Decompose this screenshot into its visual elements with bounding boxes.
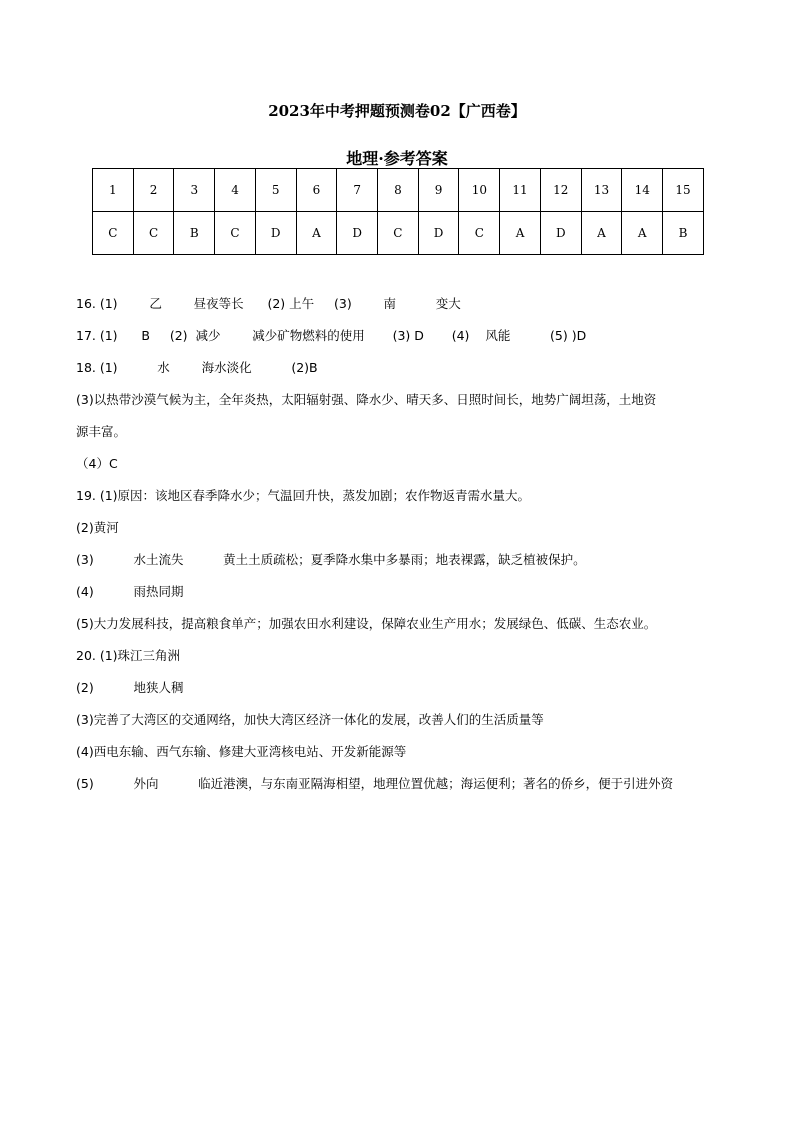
question-number: 1 xyxy=(93,169,134,212)
answer-line-19-4: (4) 雨热同期 xyxy=(76,584,184,599)
answer-line-20-2: (2) 地狭人稠 xyxy=(76,680,184,695)
answer-choice: A xyxy=(500,212,541,255)
answer-choice: A xyxy=(296,212,337,255)
answer-choice: D xyxy=(255,212,296,255)
answer-choice: D xyxy=(540,212,581,255)
answer-choice: C xyxy=(93,212,134,255)
answer-line-18-3: (3)以热带沙漠气候为主，全年炎热，太阳辐射强、降水少、晴天多、日照时间长，地势广阔坦荡，土地资 xyxy=(76,392,657,407)
answer-line-17: 17. (1) B (2) 减少 减少矿物燃料的使用 (3) D (4) 风能 (5) )D xyxy=(76,328,587,343)
question-number: 10 xyxy=(459,169,500,212)
question-number: 11 xyxy=(500,169,541,212)
answer-table-answer-row xyxy=(93,212,704,255)
question-number: 12 xyxy=(540,169,581,212)
question-number: 9 xyxy=(418,169,459,212)
answer-choice: D xyxy=(418,212,459,255)
question-number: 7 xyxy=(337,169,378,212)
answer-line-19-5: (5)大力发展科技，提高粮食单产；加强农田水利建设，保障农业生产用水；发展绿色、低碳、生态农业。 xyxy=(76,616,657,631)
answer-table xyxy=(92,168,704,255)
page-title: 2023年中考押题预测卷02【广西卷】 xyxy=(268,102,526,120)
answer-choice: B xyxy=(174,212,215,255)
answer-choice: C xyxy=(378,212,419,255)
question-number: 6 xyxy=(296,169,337,212)
question-number: 15 xyxy=(663,169,704,212)
answer-line-20-5: (5) 外向 临近港澳，与东南亚隔海相望，地理位置优越；海运便利；著名的侨乡，便于引进外资 xyxy=(76,776,674,791)
answer-line-20-4: (4)西电东输、西气东输、修建大亚湾核电站、开发新能源等 xyxy=(76,744,407,759)
answer-line-19-1: 19. (1)原因：该地区春季降水少；气温回升快，蒸发加剧；农作物返青需水量大。 xyxy=(76,488,531,503)
answer-line-18-4: （4）C xyxy=(76,456,118,471)
answer-choice: C xyxy=(459,212,500,255)
answer-choice: B xyxy=(663,212,704,255)
answer-choice: A xyxy=(581,212,622,255)
question-number: 5 xyxy=(255,169,296,212)
question-number: 2 xyxy=(133,169,174,212)
question-number: 4 xyxy=(215,169,256,212)
answer-line-20-1: 20. (1)珠江三角洲 xyxy=(76,648,181,663)
answer-choice: A xyxy=(622,212,663,255)
answer-choice: C xyxy=(215,212,256,255)
question-number: 14 xyxy=(622,169,663,212)
answer-line-18-3-cont: 源丰富。 xyxy=(76,424,127,439)
answer-line-16: 16. (1) 乙 昼夜等长 (2) 上午 (3) 南 变大 xyxy=(76,296,461,311)
answer-line-19-2: (2)黄河 xyxy=(76,520,119,535)
question-number: 3 xyxy=(174,169,215,212)
answer-line-18: 18. (1) 水 海水淡化 (2)B xyxy=(76,360,318,375)
page-subtitle: 地理·参考答案 xyxy=(346,149,448,168)
question-number: 13 xyxy=(581,169,622,212)
question-number: 8 xyxy=(378,169,419,212)
answer-choice: C xyxy=(133,212,174,255)
answer-table-number-row xyxy=(93,169,704,212)
answer-line-19-3: (3) 水土流失 黄土土质疏松；夏季降水集中多暴雨；地表裸露，缺乏植被保护。 xyxy=(76,552,586,567)
answer-line-20-3: (3)完善了大湾区的交通网络，加快大湾区经济一体化的发展，改善人们的生活质量等 xyxy=(76,712,544,727)
answer-choice: D xyxy=(337,212,378,255)
